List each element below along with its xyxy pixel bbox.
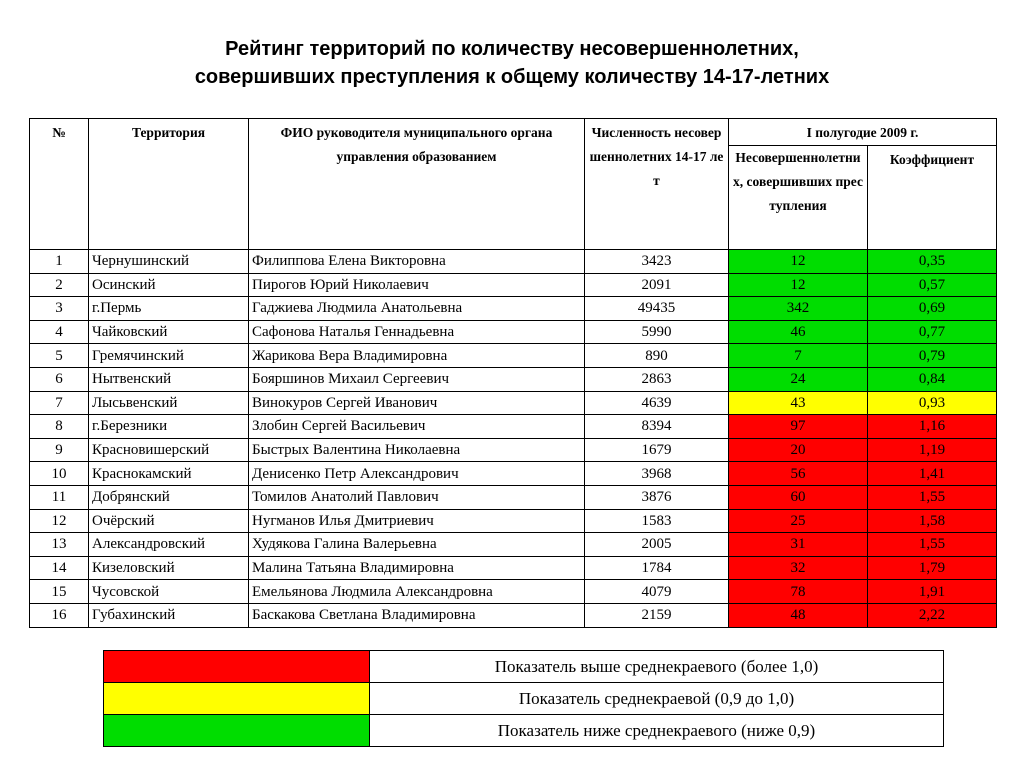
table-row [30,509,997,533]
row-head-name: Томилов Анатолий Павлович [249,485,585,509]
legend-label: Показатель выше среднекраевого (более 1,0) [370,651,944,683]
row-head-name: Пирогов Юрий Николаевич [249,273,585,297]
row-head-name: Бояршинов Михаил Сергеевич [249,367,585,391]
row-head-name: Винокуров Сергей Иванович [249,391,585,415]
row-territory: Очёрский [89,509,249,533]
row-population: 4079 [585,580,729,604]
row-offenders: 56 [729,462,868,486]
row-head-name: Денисенко Петр Александрович [249,462,585,486]
row-coefficient: 1,58 [868,509,997,533]
row-offenders: 12 [729,250,868,274]
row-number: 15 [30,580,89,604]
row-population: 890 [585,344,729,368]
row-offenders: 46 [729,320,868,344]
row-territory: Осинский [89,273,249,297]
row-coefficient: 1,16 [868,415,997,439]
row-population: 8394 [585,415,729,439]
row-number: 4 [30,320,89,344]
row-head-name: Быстрых Валентина Николаевна [249,438,585,462]
table-row [30,580,997,604]
row-population: 2159 [585,603,729,627]
row-head-name: Гаджиева Людмила Анатольевна [249,297,585,321]
row-head-name: Худякова Галина Валерьевна [249,533,585,557]
row-offenders: 43 [729,391,868,415]
row-population: 5990 [585,320,729,344]
row-number: 14 [30,556,89,580]
legend-swatch-yellow [104,683,370,715]
row-territory: Александровский [89,533,249,557]
header-population: Численность несовершеннолетних 14-17 лет [585,119,729,250]
legend-label: Показатель ниже среднекраевого (ниже 0,9) [370,715,944,747]
row-coefficient: 0,35 [868,250,997,274]
row-number: 6 [30,367,89,391]
row-coefficient: 0,57 [868,273,997,297]
row-population: 1784 [585,556,729,580]
row-offenders: 32 [729,556,868,580]
table-row [30,250,997,274]
row-population: 1679 [585,438,729,462]
row-coefficient: 1,19 [868,438,997,462]
row-offenders: 78 [729,580,868,604]
legend-row [104,683,944,715]
row-head-name: Нугманов Илья Дмитриевич [249,509,585,533]
row-population: 2863 [585,367,729,391]
header-num: № [30,119,89,250]
row-number: 12 [30,509,89,533]
row-offenders: 7 [729,344,868,368]
row-territory: Чернушинский [89,250,249,274]
row-territory: Краснокамский [89,462,249,486]
rating-table [29,118,997,628]
row-number: 3 [30,297,89,321]
table-row [30,320,997,344]
row-coefficient: 1,55 [868,485,997,509]
row-number: 16 [30,603,89,627]
row-population: 3423 [585,250,729,274]
header-head: ФИО руководителя муниципального органа управления образованием [249,119,585,250]
header-offenders: Несовершеннолетних, совершивших преступления [729,146,868,250]
row-coefficient: 1,79 [868,556,997,580]
legend-body [104,651,944,747]
row-number: 11 [30,485,89,509]
row-number: 8 [30,415,89,439]
row-territory: Чайковский [89,320,249,344]
row-coefficient: 0,77 [868,320,997,344]
table-row [30,344,997,368]
row-head-name: Филиппова Елена Викторовна [249,250,585,274]
row-number: 5 [30,344,89,368]
row-coefficient: 1,55 [868,533,997,557]
table-row [30,415,997,439]
row-coefficient: 0,93 [868,391,997,415]
row-head-name: Злобин Сергей Васильевич [249,415,585,439]
row-offenders: 12 [729,273,868,297]
row-number: 7 [30,391,89,415]
row-population: 3968 [585,462,729,486]
title-line-1: Рейтинг территорий по количеству несовершеннолетних, [225,38,799,60]
legend-swatch-red [104,651,370,683]
row-offenders: 31 [729,533,868,557]
row-territory: Губахинский [89,603,249,627]
legend-row [104,651,944,683]
table-row [30,273,997,297]
row-number: 2 [30,273,89,297]
row-coefficient: 2,22 [868,603,997,627]
row-population: 2091 [585,273,729,297]
row-number: 1 [30,250,89,274]
row-coefficient: 1,41 [868,462,997,486]
title-line-2: совершивших преступления к общему количеству 14-17-летних [194,66,830,88]
row-number: 13 [30,533,89,557]
row-territory: Красновишерский [89,438,249,462]
row-number: 9 [30,438,89,462]
row-head-name: Сафонова Наталья Геннадьевна [249,320,585,344]
row-coefficient: 0,69 [868,297,997,321]
row-territory: Чусовской [89,580,249,604]
row-population: 3876 [585,485,729,509]
row-territory: г.Березники [89,415,249,439]
row-number: 10 [30,462,89,486]
table-row [30,438,997,462]
row-offenders: 20 [729,438,868,462]
legend-label: Показатель среднекраевой (0,9 до 1,0) [370,683,944,715]
row-head-name: Емельянова Людмила Александровна [249,580,585,604]
row-coefficient: 0,79 [868,344,997,368]
row-offenders: 24 [729,367,868,391]
row-territory: Добрянский [89,485,249,509]
row-coefficient: 0,84 [868,367,997,391]
row-territory: Кизеловский [89,556,249,580]
header-period: I полугодие 2009 г. [729,119,997,146]
row-head-name: Малина Татьяна Владимировна [249,556,585,580]
row-population: 2005 [585,533,729,557]
table-row [30,603,997,627]
row-offenders: 60 [729,485,868,509]
row-territory: г.Пермь [89,297,249,321]
table-row [30,297,997,321]
table-row [30,391,997,415]
row-territory: Нытвенский [89,367,249,391]
row-coefficient: 1,91 [868,580,997,604]
table-row [30,556,997,580]
legend-table [103,650,944,747]
row-offenders: 342 [729,297,868,321]
table-row [30,485,997,509]
row-offenders: 25 [729,509,868,533]
table-body [30,250,997,628]
legend-swatch-green [104,715,370,747]
row-population: 4639 [585,391,729,415]
row-offenders: 48 [729,603,868,627]
page-title [0,35,1024,91]
table-row [30,367,997,391]
table-row [30,533,997,557]
row-territory: Лысьвенский [89,391,249,415]
row-population: 1583 [585,509,729,533]
row-head-name: Жарикова Вера Владимировна [249,344,585,368]
row-offenders: 97 [729,415,868,439]
header-coef: Коэффициент [868,146,997,250]
table-row [30,462,997,486]
legend-row [104,715,944,747]
header-territory: Территория [89,119,249,250]
row-territory: Гремячинский [89,344,249,368]
row-head-name: Баскакова Светлана Владимировна [249,603,585,627]
row-population: 49435 [585,297,729,321]
